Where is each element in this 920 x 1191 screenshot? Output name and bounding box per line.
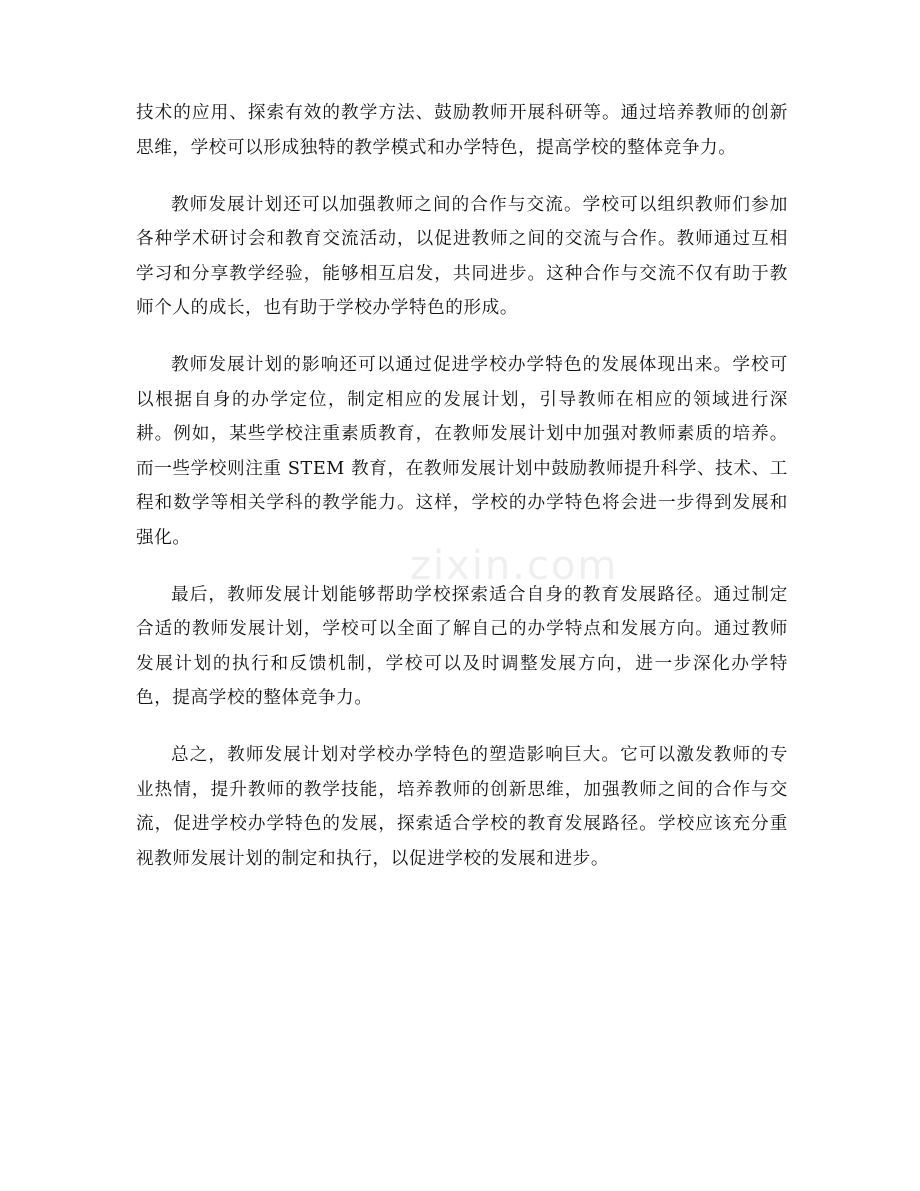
paragraph-1: 技术的应用、探索有效的教学方法、鼓励教师开展科研等。通过培养教师的创新思维，学校可以形成独特的教学模式和办学特色，提高学校的整体竞争力。 <box>136 103 788 158</box>
watermark: zixin.com <box>410 543 619 589</box>
paragraph-3: 教师发展计划的影响还可以通过促进学校办学特色的发展体现出来。学校可以根据自身的办学定位，制定相应的发展计划，引导教师在相应的领域进行深耕。例如，某些学校注重素质教育，在教师发展计划中加强对教师素质的培养。而一些学校则注重 STEM 教育，在教师发展计划中鼓励教师提升科学、技术、工程和数学等相关学科的教学能力。这样，学校的办学特色将会进一步得到发展和强化。 <box>136 355 788 548</box>
paragraph-2: 教师发展计划还可以加强教师之间的合作与交流。学校可以组织教师们参加各种学术研讨会和教育交流活动，以促进教师之间的交流与合作。教师通过互相学习和分享教学经验，能够相互启发，共同进步。这种合作与交流不仅有助于教师个人的成长，也有助于学校办学特色的形成。 <box>136 194 788 318</box>
paragraph-5: 总之，教师发展计划对学校办学特色的塑造影响巨大。它可以激发教师的专业热情，提升教师的教学技能，培养教师的创新思维，加强教师之间的合作与交流，促进学校办学特色的发展，探索适合学校的教育发展路径。学校应该充分重视教师发展计划的制定和执行，以促进学校的发展和进步。 <box>136 745 788 869</box>
document-body <box>136 96 788 899</box>
paragraph-4: 最后，教师发展计划能够帮助学校探索适合自身的教育发展路径。通过制定合适的教师发展计划，学校可以全面了解自己的办学特点和发展方向。通过教师发展计划的执行和反馈机制，学校可以及时调整发展方向，进一步深化办学特色，提高学校的整体竞争力。 <box>136 584 788 708</box>
